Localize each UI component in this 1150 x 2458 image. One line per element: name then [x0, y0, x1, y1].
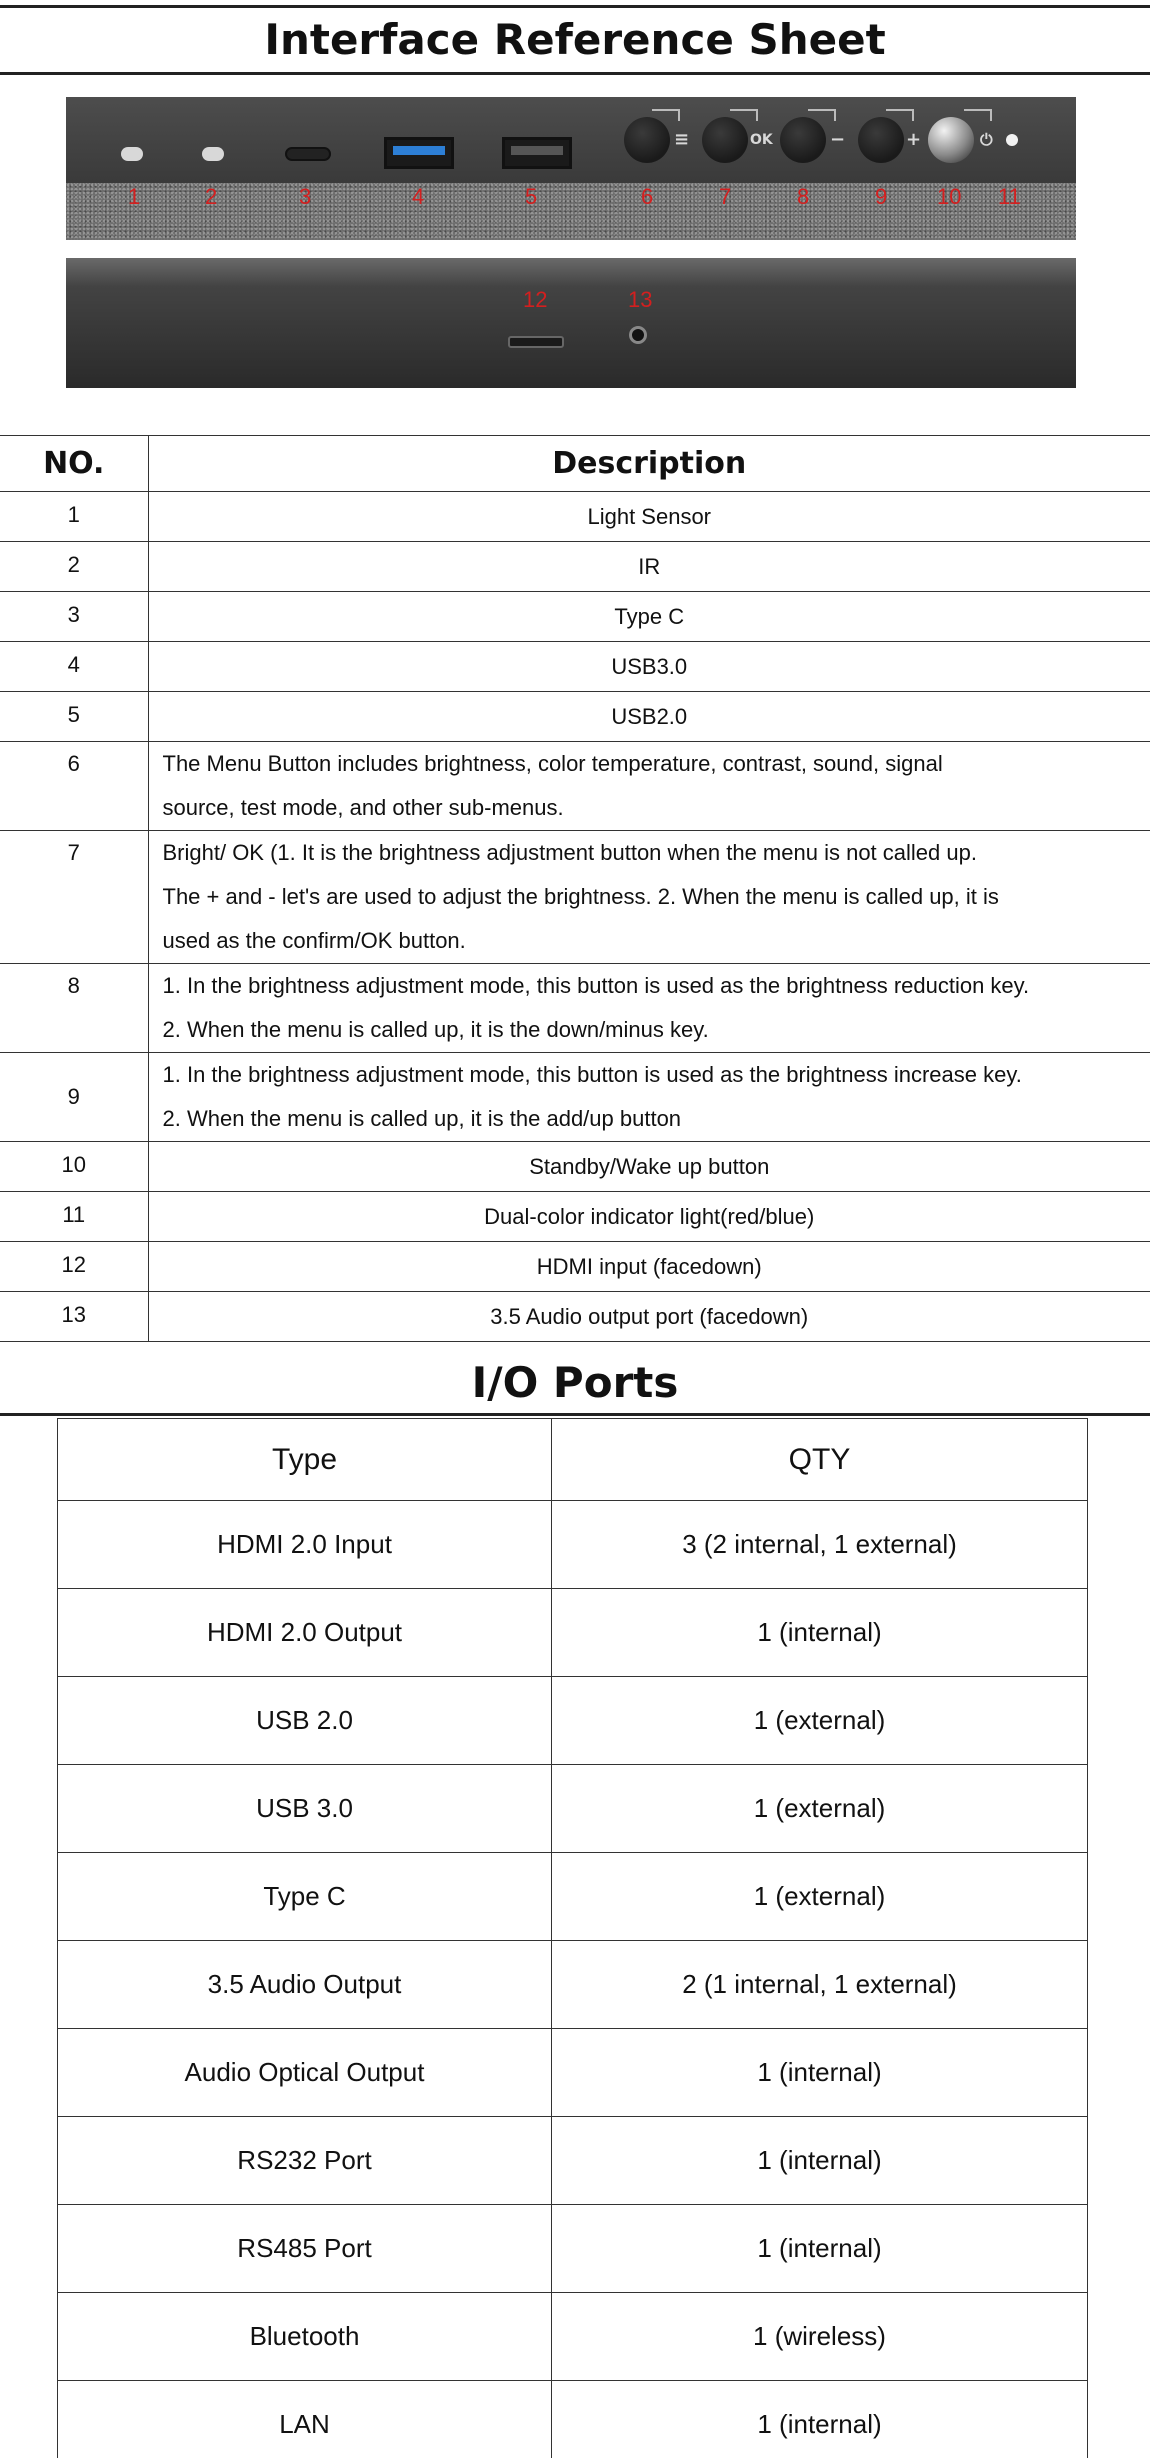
table-row: [58, 2205, 1088, 2293]
port-qty: 2 (1 internal, 1 external): [552, 1941, 1088, 2029]
header-description: Description: [148, 436, 1150, 492]
callout-10: 10: [937, 184, 962, 209]
io-ports-title: I/O Ports: [471, 1358, 679, 1407]
title-rule: [0, 72, 1150, 75]
type-c-port-icon: [285, 147, 331, 161]
port-type: Audio Optical Output: [58, 2029, 552, 2117]
row-number: 7: [0, 831, 148, 964]
table-row: [58, 2029, 1088, 2117]
callout-12: 12: [523, 287, 548, 312]
ok-button-icon: [702, 117, 748, 163]
description-line: used as the confirm/OK button.: [162, 928, 466, 953]
row-description: 3.5 Audio output port (facedown): [148, 1292, 1150, 1342]
table-row: [0, 592, 1150, 642]
ir-sensor-icon: [202, 147, 224, 161]
description-line: 2. When the menu is called up, it is the add/up button: [162, 1106, 682, 1131]
description-line: 1. In the brightness adjustment mode, this button is used as the brightness increase key.: [162, 1062, 1022, 1087]
callout-8: 8: [797, 184, 810, 209]
row-description: IR: [148, 542, 1150, 592]
callout-4: 4: [412, 184, 425, 209]
port-qty: 1 (internal): [552, 2381, 1088, 2458]
callout-13: 13: [628, 287, 653, 312]
audio-port-icon: [629, 326, 647, 344]
callout-5: 5: [525, 184, 538, 209]
port-type: HDMI 2.0 Input: [58, 1501, 552, 1589]
port-qty: 1 (external): [552, 1765, 1088, 1853]
callout-7: 7: [719, 184, 732, 209]
io-table-header: [58, 1419, 1088, 1501]
port-type: LAN: [58, 2381, 552, 2458]
port-type: USB 3.0: [58, 1765, 552, 1853]
header-qty: QTY: [552, 1419, 1088, 1501]
row-number: 9: [0, 1053, 148, 1142]
plus-button-icon: [858, 117, 904, 163]
row-description: Light Sensor: [148, 492, 1150, 542]
table-row: [0, 1292, 1150, 1342]
hdmi-port-icon: [508, 336, 564, 348]
row-description: [148, 742, 1150, 831]
usb2-port-icon: [502, 137, 572, 169]
table-row: [58, 2381, 1088, 2458]
minus-icon: −: [830, 129, 846, 150]
table-row: [58, 1501, 1088, 1589]
row-number: 4: [0, 642, 148, 692]
table-row: [0, 1242, 1150, 1292]
port-qty: 1 (internal): [552, 2029, 1088, 2117]
table-row: [0, 1192, 1150, 1242]
speaker-fabric: [66, 183, 1076, 240]
row-number: 13: [0, 1292, 148, 1342]
description-table-header: [0, 436, 1150, 492]
front-panel-photo: [66, 97, 1076, 240]
description-line: Bright/ OK (1. It is the brightness adjustment button when the menu is not called up.: [162, 840, 977, 865]
table-row: [0, 831, 1150, 964]
row-description: USB2.0: [148, 692, 1150, 742]
row-description: [148, 831, 1150, 964]
indicator-led-icon: [1006, 134, 1018, 146]
table-row: [58, 1589, 1088, 1677]
row-number: 5: [0, 692, 148, 742]
table-row: [0, 492, 1150, 542]
port-qty: 3 (2 internal, 1 external): [552, 1501, 1088, 1589]
table-row: [0, 742, 1150, 831]
row-description: [148, 964, 1150, 1053]
description-line: source, test mode, and other sub-menus.: [162, 795, 564, 820]
callout-1: 1: [128, 184, 141, 209]
table-row: [0, 692, 1150, 742]
light-sensor-icon: [121, 147, 143, 161]
port-qty: 1 (wireless): [552, 2293, 1088, 2381]
power-knob-icon: [928, 117, 974, 163]
plus-icon: +: [906, 129, 922, 150]
callout-6: 6: [641, 184, 654, 209]
row-description: Dual-color indicator light(red/blue): [148, 1192, 1150, 1242]
port-type: USB 2.0: [58, 1677, 552, 1765]
page-title: Interface Reference Sheet: [264, 15, 886, 64]
port-qty: 1 (external): [552, 1853, 1088, 1941]
callout-2: 2: [205, 184, 218, 209]
table-row: [0, 1142, 1150, 1192]
table-row: [58, 1853, 1088, 1941]
port-type: 3.5 Audio Output: [58, 1941, 552, 2029]
bottom-edge-photo: [66, 258, 1076, 388]
row-number: 10: [0, 1142, 148, 1192]
table-row: [0, 542, 1150, 592]
table-row: [58, 1765, 1088, 1853]
table-row: [58, 2293, 1088, 2381]
table-row: [0, 642, 1150, 692]
row-description: HDMI input (facedown): [148, 1242, 1150, 1292]
table-row: [0, 1053, 1150, 1142]
port-type: RS232 Port: [58, 2117, 552, 2205]
io-title-rule: [0, 1413, 1150, 1416]
port-qty: 1 (internal): [552, 1589, 1088, 1677]
row-description: Standby/Wake up button: [148, 1142, 1150, 1192]
callout-3: 3: [299, 184, 312, 209]
minus-button-icon: [780, 117, 826, 163]
row-number: 12: [0, 1242, 148, 1292]
row-description: [148, 1053, 1150, 1142]
description-line: The Menu Button includes brightness, color temperature, contrast, sound, signal: [162, 751, 943, 776]
header-type: Type: [58, 1419, 552, 1501]
top-rule: [0, 5, 1150, 8]
table-row: [58, 2117, 1088, 2205]
description-table: [0, 435, 1150, 1342]
table-row: [58, 1677, 1088, 1765]
description-line: 2. When the menu is called up, it is the down/minus key.: [162, 1017, 709, 1042]
row-number: 3: [0, 592, 148, 642]
port-type: RS485 Port: [58, 2205, 552, 2293]
callout-9: 9: [875, 184, 888, 209]
table-row: [0, 964, 1150, 1053]
row-number: 8: [0, 964, 148, 1053]
row-number: 2: [0, 542, 148, 592]
port-qty: 1 (internal): [552, 2205, 1088, 2293]
port-type: Type C: [58, 1853, 552, 1941]
port-qty: 1 (external): [552, 1677, 1088, 1765]
table-row: [58, 1941, 1088, 2029]
row-description: Type C: [148, 592, 1150, 642]
row-number: 1: [0, 492, 148, 542]
bottom-edge: [66, 258, 1076, 286]
port-type: Bluetooth: [58, 2293, 552, 2381]
menu-icon: ≡: [674, 129, 690, 150]
port-type: HDMI 2.0 Output: [58, 1589, 552, 1677]
power-icon: ⏻: [980, 130, 993, 149]
header-no: NO.: [0, 436, 148, 492]
row-number: 11: [0, 1192, 148, 1242]
callout-11: 11: [998, 184, 1021, 209]
ok-label: OK: [750, 132, 773, 148]
description-line: 1. In the brightness adjustment mode, this button is used as the brightness reduction key.: [162, 973, 1030, 998]
row-number: 6: [0, 742, 148, 831]
io-ports-table: [57, 1418, 1088, 2458]
row-description: USB3.0: [148, 642, 1150, 692]
menu-button-icon: [624, 117, 670, 163]
usb3-port-icon: [384, 137, 454, 169]
description-line: The + and - let's are used to adjust the brightness. 2. When the menu is called up, it is: [162, 884, 999, 909]
port-qty: 1 (internal): [552, 2117, 1088, 2205]
